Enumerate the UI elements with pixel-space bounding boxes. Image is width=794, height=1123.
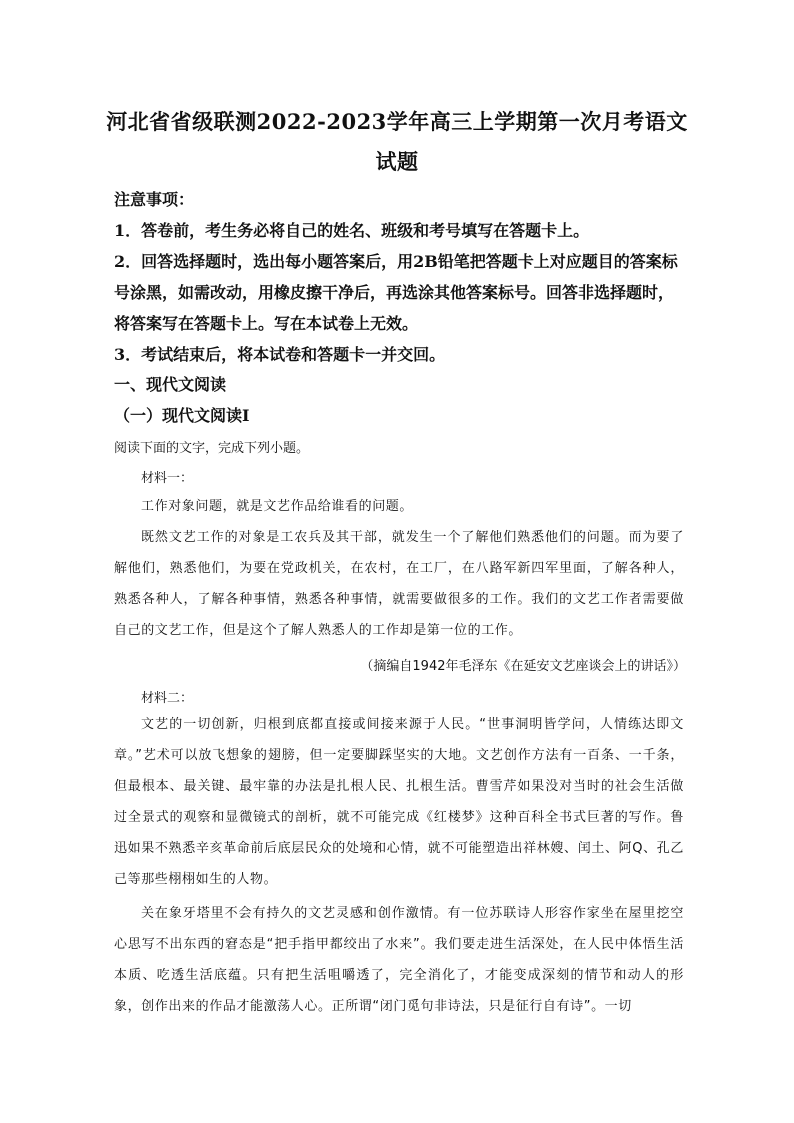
notice-heading: 注意事项： — [114, 190, 195, 209]
notice-item-2-line-1: 2．回答选择题时，选出每小题答案后，用2B铅笔把答题卡上对应题目的答案标 — [114, 252, 678, 271]
material-2-label: 材料二： — [141, 691, 194, 706]
exam-title-line1: 河北省省级联测2022-2023学年高三上学期第一次月考语文 — [106, 109, 688, 134]
material-1-paragraph-2: 既然文艺工作的对象是工农兵及其干部，就发生一个了解他们熟悉他们的问题。而为要了解他们，熟悉他们，为要在党政机关，在农村，在工厂，在八路军新四军里面，了解各种人，熟悉各种人，了解各种事情，熟悉各种事情，就需要做很多的工作。我们的文艺工作者需要做自己的文艺工作，但是这个了解人熟悉人的工作却是第一位的工作。 — [114, 530, 684, 638]
exam-title-line2: 试题 — [375, 149, 419, 174]
section-instruction: 阅读下面的文字，完成下列小题。 — [114, 441, 310, 456]
material-2-paragraph-1: 文艺的一切创新，归根到底都直接或间接来源于人民。“世事洞明皆学问，人情练达即文章。”艺术可以放飞想象的翅膀，但一定要脚踩坚实的大地。文艺创作方法有一百条、一千条，但最根本、最关键、最牢靠的办法是扎根人民、扎根生活。曹雪芹如果没对当时的社会生活做过全景式的观察和显微镜式的剖析，就不可能完成《红楼梦》这种百科全书式巨著的写作。鲁迅如果不熟悉辛亥革命前后底层民众的处境和心情，就不可能塑造出祥林嫂、闰土、阿Q、孔乙己等那些栩栩如生的人物。 — [114, 717, 684, 887]
section-subheading: （一）现代文阅读Ⅰ — [114, 406, 250, 425]
material-1-label: 材料一： — [141, 471, 194, 486]
material-2-paragraph-2: 关在象牙塔里不会有持久的文艺灵感和创作激情。有一位苏联诗人形容作家坐在屋里挖空心思写不出东西的窘态是“把手指甲都绞出了水来”。我们要走进生活深处，在人民中体悟生活本质、吃透生活底蕴。只有把生活咀嚼透了，完全消化了，才能变成深刻的情节和动人的形象，创作出来的作品才能激荡人心。正所谓“闭门觅句非诗法，只是征行自有诗”。一切 — [114, 906, 684, 1014]
notice-item-2-line-3: 将答案写在答题卡上。写在本试卷上无效。 — [114, 314, 419, 333]
notice-item-2-line-2: 号涂黑，如需改动，用橡皮擦干净后，再选涂其他答案标号。回答非选择题时， — [114, 283, 675, 302]
notice-item-1: 1．答卷前，考生务必将自己的姓名、班级和考号填写在答题卡上。 — [114, 221, 590, 240]
section-heading: 一、现代文阅读 — [114, 375, 227, 394]
material-1-paragraph-1: 工作对象问题，就是文艺作品给谁看的问题。 — [141, 499, 414, 514]
notice-item-3: 3．考试结束后，将本试卷和答题卡一并交回。 — [114, 345, 446, 364]
material-1-source: （摘编自1942年毛泽东《在延安文艺座谈会上的讲话》） — [360, 659, 686, 674]
